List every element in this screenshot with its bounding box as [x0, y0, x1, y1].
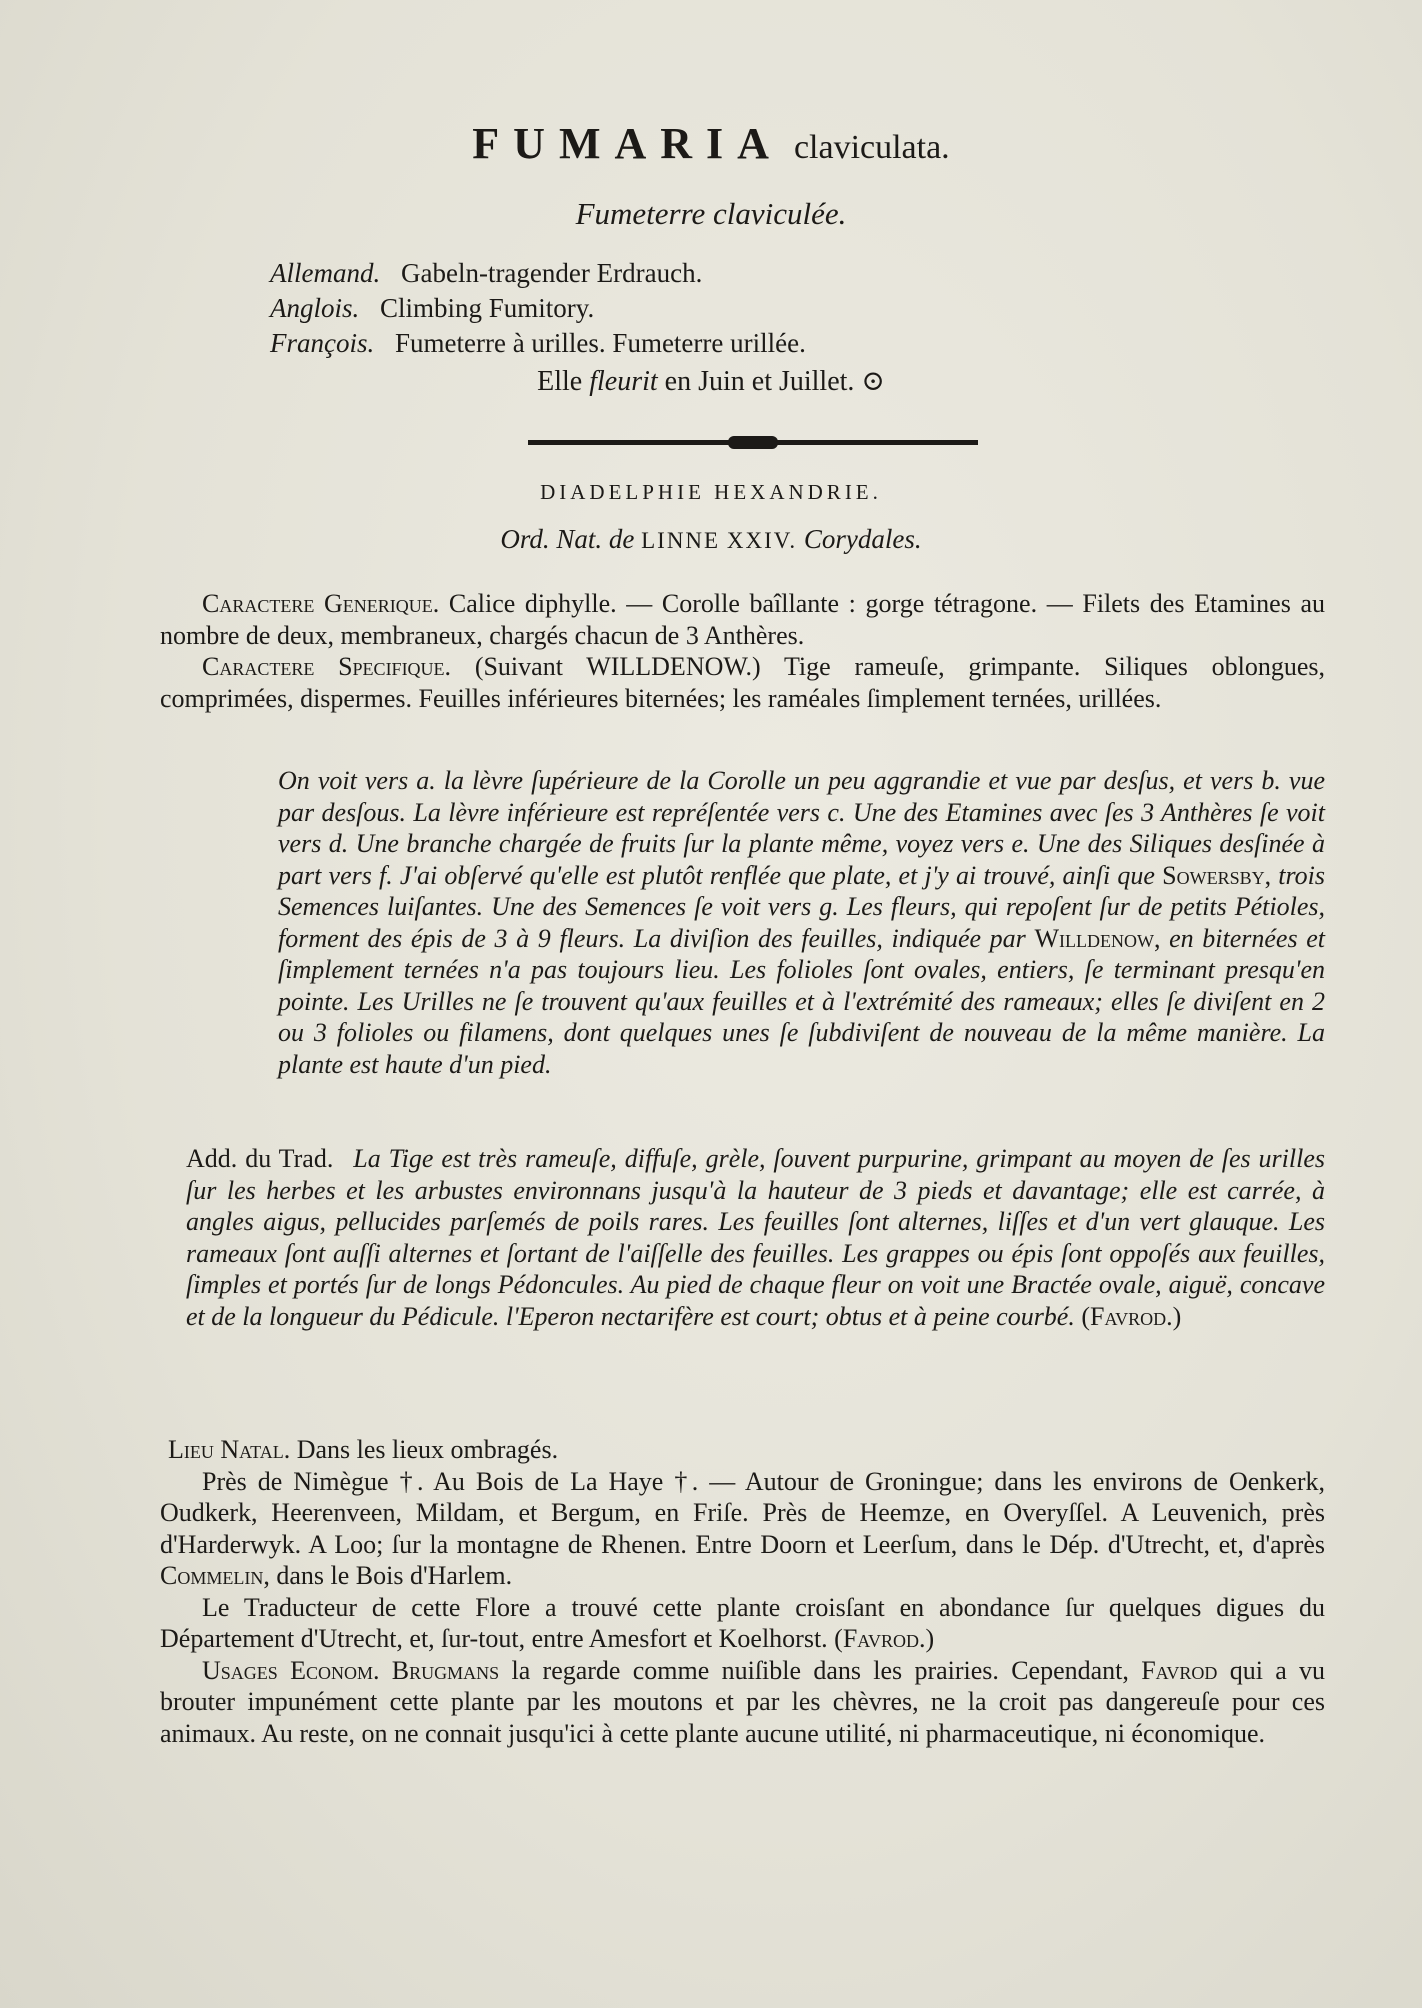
annual-symbol-icon: ⊙: [861, 366, 885, 397]
common-name: Gabeln-tragender Erdrauch.: [400, 258, 703, 288]
addition-label: Add. du Trad.: [186, 1144, 334, 1173]
title-genus: FUMARIA: [472, 119, 783, 168]
common-name: Fumeterre à urilles. Fumeterre urillée.: [395, 328, 806, 358]
habitat-part-1: Près de Nimègue †. Au Bois de La Haye †. — Autour de Groningue; dans les environs de Oenkerk, Oudkerk, Heerenveen, Mildam, et Bergum, en Friſe. Près de Heemze, en Overyſſel. A Leuvenich, près d'Harderwyk. A Loo; ſur la montagne de Rhenen. Entre Doorn et Leerſum, dans le Dép. d'Utrecht, et, d'après: [160, 1466, 1325, 1559]
common-names: [270, 256, 806, 361]
uses-label: Usages Econom.: [202, 1655, 380, 1685]
flowering-verb: fleurit: [589, 366, 658, 397]
generic-label: Caractere Generique.: [202, 589, 440, 618]
characters-section: [160, 588, 1325, 714]
specific-character: [160, 651, 1325, 714]
economic-uses: [160, 1655, 1325, 1750]
description: [278, 765, 1325, 1080]
flowering-pre: Elle: [537, 366, 583, 397]
flowering-post: en Juin et Juillet.: [664, 366, 855, 397]
generic-character: [160, 588, 1325, 651]
order-author: LINNE: [641, 528, 721, 553]
habitat-credit: (Favrod.): [834, 1624, 935, 1653]
order-line: [0, 524, 1422, 555]
generic-text: Calice diphylle. — Corolle baîllante : gorge tétragone. — Filets des Etamines au nombre de deux, membraneux, chargés chacun de 3 Anthères.: [160, 589, 1325, 650]
title-species: claviculata.: [793, 129, 950, 166]
specific-text: Tige rameuſe, grimpante. Siliques oblongues, comprimées, dispermes. Feuilles inférieures biternées; les raméales ſimplement ternées, urillées.: [160, 652, 1325, 713]
classification: DIADELPHIE HEXANDRIE.: [540, 480, 882, 504]
description-author-2: Willdenow,: [1034, 923, 1161, 953]
specific-ref: (Suivant WILLDENOW.): [474, 652, 761, 681]
lang-label: Allemand.: [270, 258, 381, 288]
order-lead: Ord. Nat. de: [500, 524, 635, 554]
lang-label: Anglois.: [270, 293, 360, 323]
habitat-locations: [160, 1466, 1325, 1592]
uses-text-2: qui a vu brouter impunément cette plante par les moutons et par les chèvres, ne la croit pas dangereuſe pour ces animaux. Au reste, on ne connait jusqu'ici à cette plante aucune utilité, ni pharmaceutique, ni économique.: [160, 1655, 1326, 1748]
common-name-english: [270, 291, 806, 326]
addition-text: La Tige est très rameuſe, diffuſe, grèle, ſouvent purpurine, grimpant au moyen de ſes urilles ſur les herbes et les arbustes environnans jusqu'à la hauteur de 3 pieds et davantage; elle est carrée, à angles aigus, pellucides parſemés de poils rares. Les feuilles ſont alternes, liſſes et d'un vert glauque. Les rameaux ſont auſſi alternes et ſortant de l'aiſſelle des feuilles. Les grappes ou épis ſont oppoſés aux feuilles, ſimples et portés ſur de longs Pédoncules. Au pied de chaque fleur on voit une Bractée ovale, aiguë, concave et de la longueur du Pédicule. l'Eperon nectarifère est court; obtus et à peine courbé.: [186, 1144, 1326, 1331]
translator-addition: [186, 1143, 1325, 1332]
lang-label: François.: [270, 328, 375, 358]
specific-label: Caractere Specifique.: [202, 652, 452, 681]
habitat-label: Lieu Natal.: [168, 1435, 291, 1464]
uses-author-2: Favrod: [1141, 1655, 1218, 1685]
uses-text: la regarde comme nuiſible dans les prairies. Cependant,: [511, 1655, 1129, 1685]
habitat-part-2: Le Traducteur de cette Flore a trouvé cette plante croisſant en abondance ſur quelques digues du Département d'Utrecht, et, ſur-tout, entre Amesfort et Koelhorst.: [160, 1592, 1325, 1653]
habitat-and-uses: [160, 1434, 1325, 1749]
habitat-text: Dans les lieux ombragés.: [296, 1435, 559, 1464]
description-part-2: trois Semences luiſantes. Une des Semences ſe voit vers g. Les fleurs, qui repoſent ſur de petits Pétioles, forment des épis de 3 à 9 fleurs. La diviſion des feuilles, indiquée par: [278, 860, 1326, 953]
common-name: Climbing Fumitory.: [380, 293, 595, 323]
divider-ornament: [728, 436, 778, 449]
habitat-part-1b: dans le Bois d'Harlem.: [276, 1561, 513, 1590]
description-part-3: en biternées et ſimplement ternées n'a pas toujours lieu. Les folioles ſont ovales, entiers, ſe terminant presqu'en pointe. Les Urilles ne ſe trouvent qu'aux feuilles et à l'extrémité des rameaux; elles ſe diviſent en 2 ou 3 folioles ou filamens, dont quelques unes ſe ſubdiviſent de nouveau de la même manière. La plante est haute d'un pied.: [278, 923, 1325, 1079]
divider: [528, 440, 978, 445]
page-title: [0, 118, 1422, 169]
description-part-1: On voit vers a. la lèvre ſupérieure de la Corolle un peu aggrandie et vue par desſus, et vers b. vue par desſous. La lèvre inférieure est repréſentée vers c. Une des Etamines avec ſes 3 Anthères ſe voit vers d. Une branche chargée de fruits ſur la plante même, voyez vers e. Une des Siliques desſinée à part vers f. J'ai obſervé qu'elle est plutôt renflée que plate, et j'y ai trouvé, ainſi que: [278, 766, 1325, 890]
uses-author: Brugmans: [391, 1655, 500, 1685]
habitat-translator-note: [160, 1592, 1325, 1655]
habitat-heading: [160, 1434, 1325, 1466]
flowering-line: [0, 364, 1422, 398]
description-author-1: Sowersby,: [1162, 860, 1272, 890]
subtitle: Fumeterre claviculée.: [575, 196, 847, 231]
common-name-german: [270, 256, 806, 291]
addition-credit: (Favrod.): [1081, 1301, 1182, 1331]
order-number: XXIV.: [726, 528, 798, 553]
order-family: Corydales.: [803, 524, 922, 554]
common-name-french: [270, 326, 806, 361]
habitat-author: Commelin,: [160, 1561, 270, 1590]
